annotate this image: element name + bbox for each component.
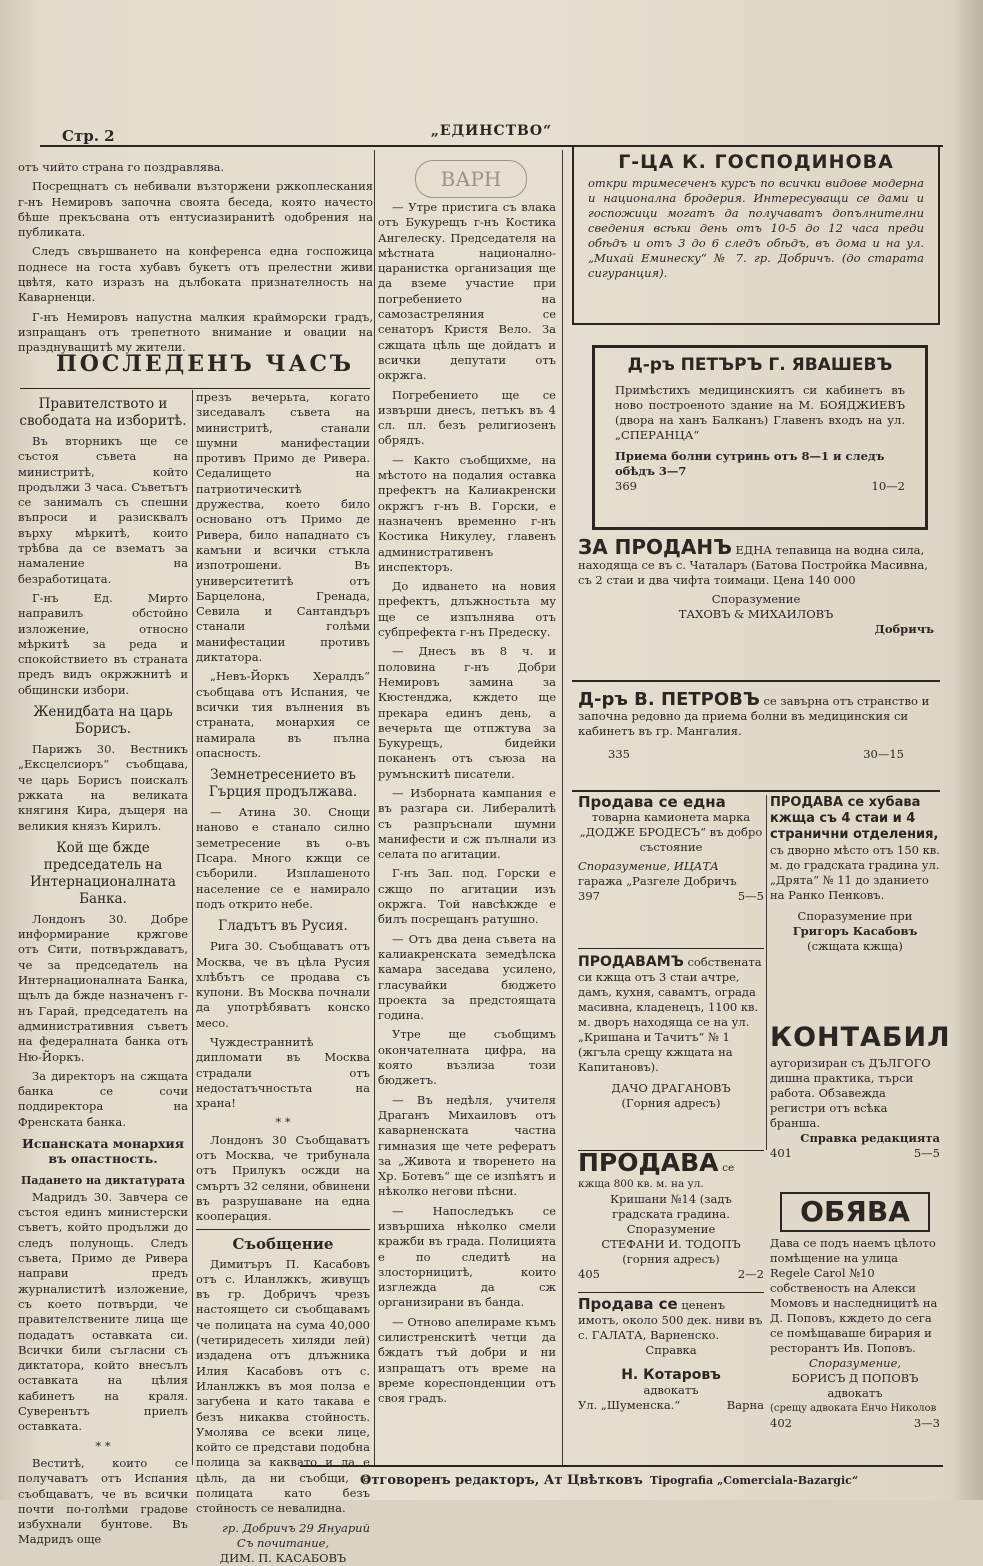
article-paragraph: Г-нъ Немировъ напустна малкия крайморски градъ, изпращанъ отъ трепетното внимание и овации на празднуващитѣ му жители. xyxy=(18,309,373,355)
news-item: — Изборната кампания е въ разгара си. Либералитѣ съ разпръснали шумни манифести и сж пълнали из селата по агитации. xyxy=(378,785,556,862)
article-paragraph: Въ вторникъ ще се състоя съвета на министритѣ, който продължи 3 часа. Съветътъ се занималъ съ спешни въпроси и разисквалъ върху мѣркитѣ, които трѣбва да се взематъ за намаление на безработицата. xyxy=(18,434,188,586)
ad-number-left: 369 xyxy=(615,479,637,493)
headline: Испанската монархия въ опастность. xyxy=(22,1135,184,1167)
divider xyxy=(572,790,940,792)
headline: Женидбата на царь Борисъ. xyxy=(33,704,173,738)
stars-separator: * * xyxy=(95,1438,111,1453)
ad-title: Продава се една xyxy=(578,793,726,811)
ad-for-sale xyxy=(572,535,940,675)
ad-number-right: 5—5 xyxy=(913,1146,940,1160)
ad-address xyxy=(578,1398,764,1413)
notice-body: Димитъръ П. Касабовъ отъ с. Иланлжкъ, живущъ въ гр. Добричъ чрезъ настоящето си съобщавамъ че полицата на сума 40,000 (четиридесеть хиляди лей) издадена отъ длъжника Илия Касабовъ отъ с. Иланлжкъ въ моя полза е загубена и като такава е безъ никаква стойность. Умолява се всеки лице, който се представи подобна полица за каквато и да е цѣль, да ни съобщи, а полицата като безъ стойность се невалидна. xyxy=(196,1256,370,1516)
headline: Земнетресението въ Гърция продължава. xyxy=(208,767,358,801)
ad-body: Примѣстихъ медицинскиятъ си кабинетъ въ ново построеното здание на М. БОЯДЖИЕВЪ (двора на ханъ Балканъ) Главенъ входъ на ул. „СПЕРАНЦА“ xyxy=(615,383,905,442)
ad-yavashev xyxy=(592,345,928,530)
article-paragraph: Рига 30. Съобщаватъ отъ Москва, че въ цѣла Русия хлѣбътъ се продава съ купони. Въ Москва почнали да употрѣбяватъ конско месо. xyxy=(196,939,370,1030)
ad-truck xyxy=(578,795,764,940)
article-paragraph: Чуждестраннитѣ дипломати въ Москва страдали отъ недостатъчностьта на храна! xyxy=(196,1034,370,1111)
ad-numbers xyxy=(770,1146,940,1161)
ad-number-left: 397 xyxy=(578,889,600,903)
ad-body: съ дворно мѣсто отъ 150 кв. м. до градската градина ул. „Дрята“ № 11 до зданието на Ранко Пенковъ. xyxy=(770,843,940,902)
ad-title: Продава се xyxy=(578,1295,678,1313)
ad-number-right: 5—5 xyxy=(737,889,764,903)
divider xyxy=(578,948,764,949)
ad-petrov xyxy=(572,689,940,787)
ad-number-right: 3—3 xyxy=(913,1416,940,1430)
ad-numbers xyxy=(578,1267,764,1282)
notice-sign-off: Съ почитание, xyxy=(236,1535,330,1550)
headline: Кой ще бжде председатель на Интернационалната Банка. xyxy=(30,839,176,907)
divider xyxy=(572,680,940,682)
ad-name: БОРИСЪ Д ПОПОВЪ xyxy=(791,1371,919,1385)
ad-prodava-house xyxy=(578,1148,764,1285)
ad-contact: Споразумение xyxy=(711,592,801,606)
news-item: — Въ недѣля, учителя Драганъ Михаиловъ отъ каварненската частна гимназия ще чете рефератъ за „Живота и творенето на Хр. Ботевъ“ ще се изпѣятъ и нѣколко негови пѣсни. xyxy=(378,1092,556,1199)
ad-house-4-rooms xyxy=(770,795,940,1015)
ad-title: ПРОДАВАМЪ xyxy=(578,954,684,970)
ad-city: Варна xyxy=(726,1398,764,1412)
news-item: — Отъ два дена съвета на калиакренската земедѣлска камара заседава усилено, гласувайки бюджето проекта за предстоящата година. xyxy=(378,931,556,1023)
page-header xyxy=(40,115,943,147)
ad-land xyxy=(578,1297,764,1462)
news-item: — Напоследъкъ се извършиха нѣколко смели кражби въ града. Полицията е по следитѣ на злосторницитѣ, които изглежда да сж организирани въ банда. xyxy=(378,1203,556,1310)
ad-kontabil xyxy=(770,1020,951,1190)
ad-numbers xyxy=(578,889,764,904)
news-item: — Както съобщихме, на мѣстото на подалия оставка префектъ на Калиакренски окржгъ г-нъ В. Горски, е назначенъ временно г-нъ Костика Никулеу, главенъ административенъ инспекторъ. xyxy=(378,452,556,574)
article-paragraph: Г-нъ Ед. Мирто направилъ обстойно изложение, относно мѣркитѣ за реда и спокойствието въ страната предъ видъ окржжнитѣ и общински избори. xyxy=(18,590,188,697)
ad-contact: Споразумение, ИЦАТА xyxy=(578,859,719,873)
column-rule xyxy=(192,390,193,1465)
newspaper-title: „ЕДИНСТВО“ xyxy=(430,123,553,139)
ad-numbers xyxy=(615,479,905,494)
ad-gospodinova xyxy=(572,145,940,325)
headline: Гладътъ въ Русия. xyxy=(218,918,348,935)
ad-names: ТАХОВЪ & МИХАИЛОВЪ xyxy=(678,607,834,621)
ad-title: Д-ръ ПЕТЪРЪ Г. ЯВАШЕВЪ xyxy=(627,355,893,375)
page-number: Стр. 2 xyxy=(62,127,115,145)
article-paragraph: Посрещнатъ съ небивали възторжени ржкоплескания г-нъ Немировъ започна своята беседа, която начесто бѣше прекъсвана отъ ентусиазиранитѣ одобрения на публиката. xyxy=(18,179,373,240)
column-rule xyxy=(374,150,375,1465)
ad-numbers xyxy=(578,747,934,762)
subheadline: Падането на диктатурата xyxy=(20,1173,185,1187)
ad-title: Д-ръ В. ПЕТРОВЪ xyxy=(578,689,760,710)
ad-body: товарна камионета марка „ДОДЖЕ БРОДЕСЪ“ въ добро състояние xyxy=(579,810,763,854)
news-item: До идването на новия префектъ, длъжностьта му ще се изпълнява отъ субпрефекта г-нъ Предеску. xyxy=(378,579,556,640)
ad-body: собствената си кжща отъ 3 стаи ачтре, дамъ, кухня, савамтъ, ограда масивна, кладенецъ, 1100 кв. м. дворъ находяща се на ул. „Кришана и Тачитъ“ № 1 (жгъла срещу кжщата на Капитановъ). xyxy=(578,955,762,1074)
article-paragraph: — Атина 30. Снощи наново е станало силно земетресение въ о-въ Псара. Много кжщи се съборили. Изплашеното население се е намирало подъ открито небе. xyxy=(196,805,370,911)
ad-title: Г-ЦА К. ГОСПОДИНОВА xyxy=(618,151,894,173)
news-item: Погребението ще се извърши днесъ, петъкъ въ 4 сл. пл. безъ религиозенъ обрядъ. xyxy=(378,387,556,448)
printer-credit: Tipografia „Comerciala-Bazargic“ xyxy=(650,1474,859,1487)
ad-number-left: 405 xyxy=(578,1267,600,1281)
ad-city: Добричъ xyxy=(874,622,934,636)
ad-numbers xyxy=(770,1416,940,1431)
article-paragraph: Лондонъ 30. Добре информирание кржгове отъ Сити, потвърждаватъ, че за председатель на Интернационалната Банка, щълъ да бжде назначенъ г-нъ Гарай, председателъ на административния съветъ на федералната банка отъ Ню-Йоркъ. xyxy=(18,911,188,1064)
ad-contact: Споразумение, xyxy=(808,1356,902,1370)
ad-title: ОБЯВА xyxy=(780,1192,930,1232)
ad-role: адвокатъ xyxy=(643,1383,699,1397)
article-paragraph: Следъ свършването на конференса една госпожица поднесе на госта хубавъ букетъ отъ прелестни живи цвѣтя, като изразъ на дълбоката признателность на Каварненци. xyxy=(18,244,373,305)
ad-contact: Справка редакцията xyxy=(800,1131,940,1145)
editor-credit: Отговоренъ редакторъ, Ат Цвѣтковъ xyxy=(360,1473,643,1488)
article-paragraph: За директоръ на сжщата банка се сочи поддиректора на Френската банка. xyxy=(18,1068,188,1129)
ad-name: Н. Котаровъ xyxy=(621,1367,721,1383)
ad-prodavam xyxy=(578,955,764,1145)
headline: Правителството и свободата на изборитѣ. xyxy=(19,396,187,429)
news-item: Утре ще съобщимъ окончателната цифра, на която възлиза този бюджетъ. xyxy=(378,1027,556,1088)
ad-body: аугоризиран съ ДЪЛГОГО дишна практика, търси работа. Обзавежда регистри отъ всѣка бранша. xyxy=(770,1056,931,1130)
article-paragraph: Веститѣ, които се получаватъ отъ Испания съобщаватъ, че въ всички почти по-голѣми градове избухнали бунтове. Въ Мадридъ още xyxy=(18,1455,188,1547)
ad-role: адвокатъ xyxy=(827,1386,883,1400)
ad-name: Григоръ Касабовъ xyxy=(792,924,918,938)
divider xyxy=(196,1229,370,1230)
notice-signature: ДИМ. П. КАСАБОВЪ xyxy=(219,1551,347,1566)
page-footer xyxy=(300,1465,943,1491)
ad-body: Дава се подъ наемъ цѣлото помѣщение на улица Regele Carol №10 собственость на Алекси Момовъ и наследницитѣ на Д. Поповъ, кждето до сега се помѣщаваше бирария и ресторантъ Ив. Поповъ. xyxy=(770,1236,938,1355)
column-rule xyxy=(766,795,767,1150)
ad-place: гаража „Разгеле Добричъ xyxy=(578,874,737,888)
ad-side-text: се кжща 800 кв. м. на ул. xyxy=(578,1162,735,1190)
ad-body: откри тримесеченъ курсъ по всички видове модерна и национална бродерия. Интересуващи се дами и госпожици могатъ да получаватъ допълнителни сведения всѣки день отъ 10-5 до 12 часа преди обѣдъ и отъ 3 до 6 следъ обѣдъ, въ дома и на ул. „Михай Еминеску“ № 7. гр. Добричъ. (до старата сигуранция). xyxy=(588,176,924,280)
ad-number-left: 401 xyxy=(770,1146,792,1160)
ad-number-right: 2—2 xyxy=(737,1267,764,1281)
column-1b xyxy=(196,390,370,1566)
article-paragraph: Лондонъ 30 Съобщаватъ отъ Москва, че трибунала отъ Прилукъ осжди на смъртъ 32 селяни, обвинени въ разрушаване на една кооперация. xyxy=(196,1132,370,1224)
article-paragraph: презъ вечерьта, когато зиседавалъ съвета на министритѣ, станали шумни манифестации противъ Примо де Ривера. Седалището на патриотическитѣ дружества, което било основано отъ Примо де Ривера, било нападнато съ камъни и всички стъкла изпотрошени. Въ университетитѣ отъ Барцелона, Гренада, Севила и Сантандъръ станали голѣми манифестации противъ диктатора. xyxy=(196,390,370,665)
ad-number-right: 10—2 xyxy=(871,479,905,493)
article-paragraph: Мадридъ 30. Завчера се състоя единъ министерски съветъ, който продължи до следъ полунощь. Следъ съвета, Примо де Ривера направи предъ журналиститѣ изложение, съ което потвърди, че правителствените лица ще подадатъ оставката си. Всички били съгласни съ диктатора, който внесълъ оставката на цѣлия кабинетъ на краля. Суверенътъ приелъ оставката. xyxy=(18,1189,188,1434)
divider xyxy=(578,1292,764,1293)
divider xyxy=(20,388,370,389)
ad-contact: Споразумение при xyxy=(797,909,913,923)
ad-name: ДАЧО ДРАГАНОВЪ xyxy=(611,1081,731,1095)
article-paragraph: „Невъ-Йоркъ Хералдъ“ съобщава отъ Испания, че всички тия вълнения въ страната, монархия се намирала въ пълна опасность. xyxy=(196,669,370,760)
ad-note: (горния адресъ) xyxy=(622,1252,720,1266)
ad-title: КОНТАБИЛ xyxy=(770,1022,951,1053)
ad-title: ЗА ПРОДАНЪ xyxy=(578,535,732,559)
news-item: Г-нъ Зап. под. Горски е сжщо по агитации изъ окржга. Той навсѣкжде е билъ посрещанъ ратушно. xyxy=(378,866,556,927)
notice-date: гр. Добричъ 29 Януарий xyxy=(222,1520,370,1535)
ad-body: ЕДНА тепавица на водна сила, находяща се въ с. Чаталаръ (Батова Постройка Масивна, съ 2 стаи и два чифта тоимаци. Цена 140 000 xyxy=(578,543,928,587)
last-hour-heading: ПОСЛЕДЕНЪ ЧАСЪ xyxy=(55,351,355,377)
ad-note: (срещу адвоката Енчо Николов xyxy=(770,1403,937,1414)
ad-title: ПРОДАВА xyxy=(578,1148,719,1177)
ad-title: ПРОДАВА се хубава кжща съ 4 стаи и 4 странични отделения, xyxy=(770,795,939,842)
news-item: — Днесъ въ 8 ч. и половина г-нъ Добри Немировъ замина за Кюстенджа, кждето ще прекара единъ день, а вечерьта ще отпжтува за Букурещъ, бидейки поканенъ отъ съюза на румънскитѣ писатели. xyxy=(378,644,556,781)
last-hour-heading-box xyxy=(40,343,370,387)
ad-body: Кришани №14 (задъ градската градина. xyxy=(610,1192,732,1221)
news-item: — Утре пристига съ влака отъ Букурещъ г-нъ Костика Ангелеску. Председателя на мѣстната национално-царанистка организация ще да вземе участие при погребението на самозастреляния се сенаторъ Кристя Вело. За сжщата цѣль ще дойдатъ и всички депутати отъ окржга. xyxy=(378,200,556,383)
ink-stamp: ВАРН xyxy=(415,160,527,198)
ad-street: Ул. „Шуменска.“ xyxy=(578,1398,681,1412)
ad-note: (Горния адресъ) xyxy=(621,1096,721,1110)
ad-name: СТЕФАНИ И. ТОДОПЪ xyxy=(601,1237,741,1251)
ad-contact: Споразумение xyxy=(626,1222,716,1236)
column-1a xyxy=(18,390,188,1547)
news-item: — Отново апелираме къмъ силистренскитѣ четци да бждатъ тъй добри и ни изпращатъ отъ време на време кореспонденции отъ своя градъ. xyxy=(378,1314,556,1406)
ad-hours: Приема болни сутринь отъ 8—1 и следъ обѣдъ 3—7 xyxy=(615,449,885,478)
article-paragraph: Парижъ 30. Вестникъ „Ексцелсиоръ“ съобщава, че царь Борисъ поискалъ ржката на великата княгиня Кира, дъщеря на великия князъ Кирилъ. xyxy=(18,742,188,833)
ad-obyava xyxy=(770,1192,940,1457)
stars-separator: * * xyxy=(275,1115,291,1130)
ad-note: (сжщата кжща) xyxy=(807,939,903,953)
column-3 xyxy=(378,200,556,1460)
ad-contact: Справка xyxy=(645,1343,697,1357)
ad-body: цененъ имотъ, около 500 дек. ниви въ с. ГАЛАТА, Варненско. xyxy=(578,1298,763,1342)
ad-number-left: 402 xyxy=(770,1416,792,1430)
ad-number-left: 335 xyxy=(608,747,630,761)
ad-number-right: 30—15 xyxy=(863,747,904,761)
notice-title: Съобщение xyxy=(232,1234,334,1253)
column-rule xyxy=(562,150,563,1465)
ad-body: се завърна отъ странство и започна редовно да приема болни въ медицинския си кабинетъ въ гр. Мангалия. xyxy=(578,694,930,738)
article-paragraph: отъ чийто страна го поздравлява. xyxy=(18,160,225,174)
